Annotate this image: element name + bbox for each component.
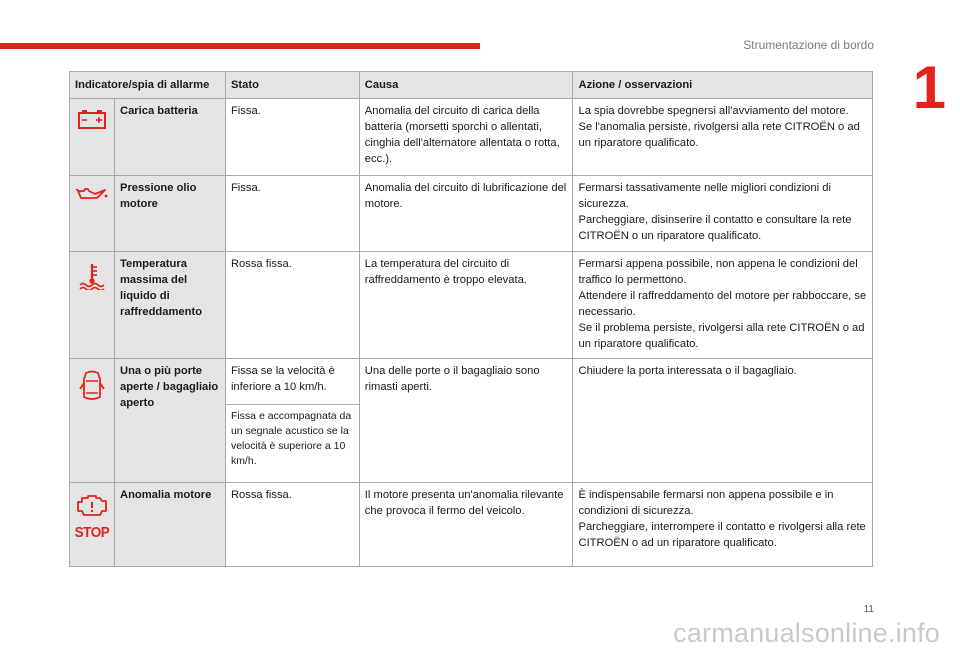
table-row bbox=[70, 359, 873, 405]
indicator-name: Pressione olio motore bbox=[114, 176, 225, 252]
column-header-cause: Causa bbox=[359, 72, 573, 99]
state-cell: Fissa. bbox=[225, 176, 359, 252]
column-header-state: Stato bbox=[225, 72, 359, 99]
action-cell: Fermarsi appena possibile, non appena le condizioni del traffico lo permettono. Attendere il raffreddamento del motore per rabboccare, se necessario. Se il problema persiste, rivolgersi alla rete CITROËN o ad un riparatore qualificato. bbox=[573, 252, 873, 359]
battery-icon bbox=[70, 99, 115, 176]
stop-label: STOP bbox=[74, 524, 110, 541]
oil-pressure-icon bbox=[70, 176, 115, 252]
table-row bbox=[70, 252, 873, 359]
indicator-name: Una o più porte aperte / bagagliaio aperto bbox=[114, 359, 225, 483]
column-header-action: Azione / osservazioni bbox=[573, 72, 873, 99]
action-cell: Fermarsi tassativamente nelle migliori condizioni di sicurezza. Parcheggiare, disinserire il contatto e consultare la rete CITROËN o un riparatore qualificato. bbox=[573, 176, 873, 252]
cause-cell: Anomalia del circuito di carica della batteria (morsetti sporchi o allentati, cinghia dell'alternatore allentata o rotta, ecc.). bbox=[359, 99, 573, 176]
indicator-name: Carica batteria bbox=[114, 99, 225, 176]
indicator-name: Temperatura massima del liquido di raffreddamento bbox=[114, 252, 225, 359]
warning-lights-table bbox=[69, 71, 873, 567]
column-header-indicator: Indicatore/spia di allarme bbox=[70, 72, 226, 99]
state-cell: Rossa fissa. bbox=[225, 483, 359, 567]
cause-cell: Una delle porte o il bagagliaio sono rimasti aperti. bbox=[359, 359, 573, 483]
engine-fault-stop-icon bbox=[70, 483, 115, 567]
coolant-temperature-icon bbox=[70, 252, 115, 359]
cause-cell: Il motore presenta un'anomalia rilevante che provoca il fermo del veicolo. bbox=[359, 483, 573, 567]
action-cell: Chiudere la porta interessata o il bagagliaio. bbox=[573, 359, 873, 483]
watermark: carmanualsonline.info bbox=[673, 618, 940, 648]
state-cell: Fissa se la velocità è inferiore a 10 km/h. bbox=[225, 359, 359, 405]
page-number: 11 bbox=[863, 604, 874, 615]
cause-cell: La temperatura del circuito di raffreddamento è troppo elevata. bbox=[359, 252, 573, 359]
indicator-name: Anomalia motore bbox=[114, 483, 225, 567]
action-cell: È indispensabile fermarsi non appena possibile e in condizioni di sicurezza. Parcheggiare, interrompere il contatto e rivolgersi alla rete CITROËN o ad un riparatore qualificato. bbox=[573, 483, 873, 567]
table-row bbox=[70, 176, 873, 252]
cause-cell: Anomalia del circuito di lubrificazione del motore. bbox=[359, 176, 573, 252]
state-cell: Fissa. bbox=[225, 99, 359, 176]
table-row bbox=[70, 99, 873, 176]
header-red-bar bbox=[0, 43, 480, 49]
table-row bbox=[70, 483, 873, 567]
action-cell: La spia dovrebbe spegnersi all'avviamento del motore. Se l'anomalia persiste, rivolgersi alla rete CITROËN o ad un riparatore qualificato. bbox=[573, 99, 873, 176]
section-title: Strumentazione di bordo bbox=[743, 38, 874, 52]
chapter-number: 1 bbox=[912, 54, 946, 121]
table-header-row bbox=[70, 72, 873, 99]
state-cell: Fissa e accompagnata da un segnale acustico se la velocità è superiore a 10 km/h. bbox=[225, 405, 359, 483]
door-open-icon bbox=[70, 359, 115, 483]
state-cell: Rossa fissa. bbox=[225, 252, 359, 359]
